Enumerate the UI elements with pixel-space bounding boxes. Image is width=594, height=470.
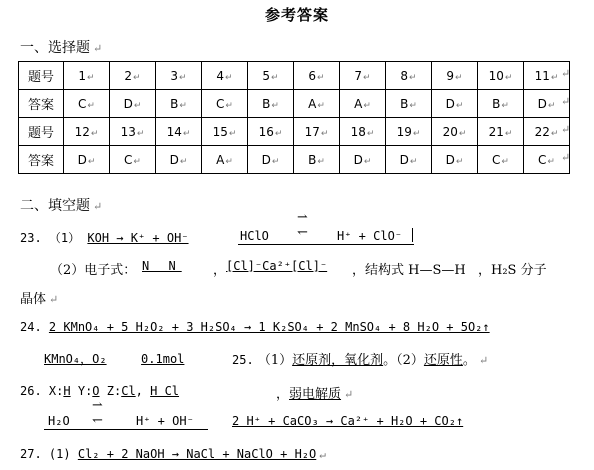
q25-part1: （1） bbox=[257, 353, 293, 368]
table-cell: 2↵ bbox=[110, 62, 156, 90]
q24-answer2: 0.1mol bbox=[141, 352, 185, 366]
table-cell: 21↵ bbox=[478, 118, 524, 146]
table-cell: A↵ bbox=[340, 90, 386, 118]
answer-table bbox=[18, 61, 570, 174]
q24-line2 bbox=[44, 350, 184, 367]
table-cell: D↵ bbox=[248, 146, 294, 174]
table-row bbox=[19, 90, 570, 118]
section-choice-label: 一、选择题 bbox=[20, 40, 90, 56]
q24-number: 24. bbox=[20, 320, 42, 334]
q26-equation1-left: H₂O bbox=[48, 414, 70, 428]
table-cell: 19↵ bbox=[386, 118, 432, 146]
table-cell: B↵ bbox=[294, 146, 340, 174]
table-cell: A↵ bbox=[294, 90, 340, 118]
cursor-bar bbox=[412, 228, 413, 242]
table-cell: C↵ bbox=[524, 146, 570, 174]
table-cell: C↵ bbox=[478, 146, 524, 174]
table-cell: 16↵ bbox=[248, 118, 294, 146]
q26-y-label: Y: bbox=[77, 384, 93, 398]
table-cell: 13↵ bbox=[110, 118, 156, 146]
q25-part2: 。（2） bbox=[383, 353, 424, 368]
table-row-label: 题号 bbox=[19, 62, 64, 90]
table-row bbox=[19, 146, 570, 174]
table-cell: 3↵ bbox=[156, 62, 202, 90]
table-cell: 14↵ bbox=[156, 118, 202, 146]
q26-y-answer: O bbox=[92, 384, 100, 398]
table-cell: B↵ bbox=[156, 90, 202, 118]
table-cell: 4↵ bbox=[202, 62, 248, 90]
equilibrium-arrow-icon: ⇀ ↽ bbox=[92, 398, 102, 428]
nitrogen-electron-formula: N N bbox=[142, 259, 182, 273]
q23-number: 23. bbox=[20, 231, 42, 245]
q25-end: 。 bbox=[462, 353, 476, 368]
equilibrium-arrow-icon: ⇀ ↽ bbox=[297, 210, 307, 240]
table-cell: D↵ bbox=[340, 146, 386, 174]
q25-number: 25. bbox=[232, 353, 254, 367]
table-cell: D↵ bbox=[386, 146, 432, 174]
table-cell: 5↵ bbox=[248, 62, 294, 90]
q23-equation1: KOH → K⁺ + OH⁻ bbox=[87, 231, 189, 245]
q27-equation: Cl₂ + 2 NaOH → NaCl + NaClO + H₂O bbox=[77, 447, 317, 461]
section-choice-heading: 一、选择题 ↵ bbox=[20, 40, 103, 56]
table-cell: 15↵ bbox=[202, 118, 248, 146]
q27-line: 27. (1) Cl₂ + 2 NaOH → NaCl + NaClO + H₂O ↵ bbox=[20, 447, 326, 461]
q26-number: 26. bbox=[20, 384, 42, 398]
table-cell: B↵ bbox=[478, 90, 524, 118]
table-cell: 12↵ bbox=[64, 118, 110, 146]
q24-answer1: KMnO₄，O₂ bbox=[44, 352, 107, 366]
table-row-label: 答案 bbox=[19, 146, 64, 174]
q23-part2-label: （2）电子式： bbox=[50, 263, 137, 278]
table-cell: A↵ bbox=[202, 146, 248, 174]
q23-equation2-left: HClO bbox=[240, 229, 269, 243]
table-cell: D↵ bbox=[64, 146, 110, 174]
table-cell: D↵ bbox=[432, 146, 478, 174]
table-cell: 7↵ bbox=[340, 62, 386, 90]
table-cell: B↵ bbox=[248, 90, 294, 118]
q23-equation2-right: H⁺ + ClO⁻ bbox=[337, 229, 403, 243]
section-fill-label: 二、填空题 bbox=[20, 198, 90, 214]
q27-number: 27. bbox=[20, 447, 42, 461]
q26-z-label: Z: bbox=[106, 384, 122, 398]
q26-equation1-right: H⁺ + OH⁻ bbox=[136, 414, 194, 428]
q25-answer2: 还原性 bbox=[423, 353, 463, 368]
table-cell: C↵ bbox=[64, 90, 110, 118]
table-cell: 22↵ bbox=[524, 118, 570, 146]
table-cell: B↵ bbox=[386, 90, 432, 118]
q26-equation2: 2 H⁺ + CaCO₃ → Ca²⁺ + H₂O + CO₂↑ bbox=[232, 414, 464, 428]
table-cell: 18↵ bbox=[340, 118, 386, 146]
section-fill-heading: 二、填空题 ↵ bbox=[20, 198, 103, 214]
q23-line2 bbox=[50, 259, 136, 278]
table-cell: D↵ bbox=[524, 90, 570, 118]
page-title: 参考答案 bbox=[264, 6, 329, 24]
table-cell: D↵ bbox=[432, 90, 478, 118]
q26-tail: ，弱电解质 ↵ bbox=[276, 387, 354, 402]
table-cell: D↵ bbox=[110, 90, 156, 118]
table-cell: D↵ bbox=[156, 146, 202, 174]
q24-line1 bbox=[20, 320, 490, 334]
table-cell: 8↵ bbox=[386, 62, 432, 90]
q26-hcl-formula: H Cl bbox=[150, 384, 180, 398]
q23-line1 bbox=[20, 229, 189, 246]
cacl2-electron-formula: [Cl]⁻Ca²⁺[Cl]⁻ bbox=[226, 259, 328, 273]
q25-answer1: 还原剂，氧化剂 bbox=[292, 353, 384, 368]
table-row-label: 题号 bbox=[19, 118, 64, 146]
table-row bbox=[19, 62, 570, 90]
table-cell: 20↵ bbox=[432, 118, 478, 146]
table-cell: 10↵ bbox=[478, 62, 524, 90]
q26-tail-text: 弱电解质 bbox=[289, 387, 342, 402]
q23-wrap-text: 晶体 bbox=[20, 292, 47, 307]
table-cell: 11↵ bbox=[524, 62, 570, 90]
table-cell: 1↵ bbox=[64, 62, 110, 90]
q23-structure: ，结构式 H—S—H bbox=[352, 263, 466, 278]
q26-line1: 26. X:H Y:O Z:Cl, H Cl bbox=[20, 384, 180, 398]
table-cell: C↵ bbox=[110, 146, 156, 174]
q27-part1: (1) bbox=[48, 447, 71, 461]
q26-z-answer: Cl bbox=[121, 384, 136, 398]
table-row bbox=[19, 118, 570, 146]
q23-part1: （1） bbox=[48, 231, 81, 245]
table-row-label: 答案 bbox=[19, 90, 64, 118]
q26-x-label: X: bbox=[48, 384, 64, 398]
q23-wrap-line: 晶体 ↵ bbox=[20, 292, 59, 307]
table-cell: 9↵ bbox=[432, 62, 478, 90]
table-cell: 17↵ bbox=[294, 118, 340, 146]
q26-x-answer: H bbox=[63, 384, 71, 398]
q25-line: 25. （1）还原剂，氧化剂。（2）还原性。 ↵ bbox=[232, 353, 489, 368]
table-cell: C↵ bbox=[202, 90, 248, 118]
q23-tail: ，H₂S 分子 bbox=[478, 263, 547, 278]
q24-equation: 2 KMnO₄ + 5 H₂O₂ + 3 H₂SO₄ → 1 K₂SO₄ + 2 MnSO₄ + 8 H₂O + 5O₂↑ bbox=[48, 320, 490, 334]
table-cell: 6↵ bbox=[294, 62, 340, 90]
